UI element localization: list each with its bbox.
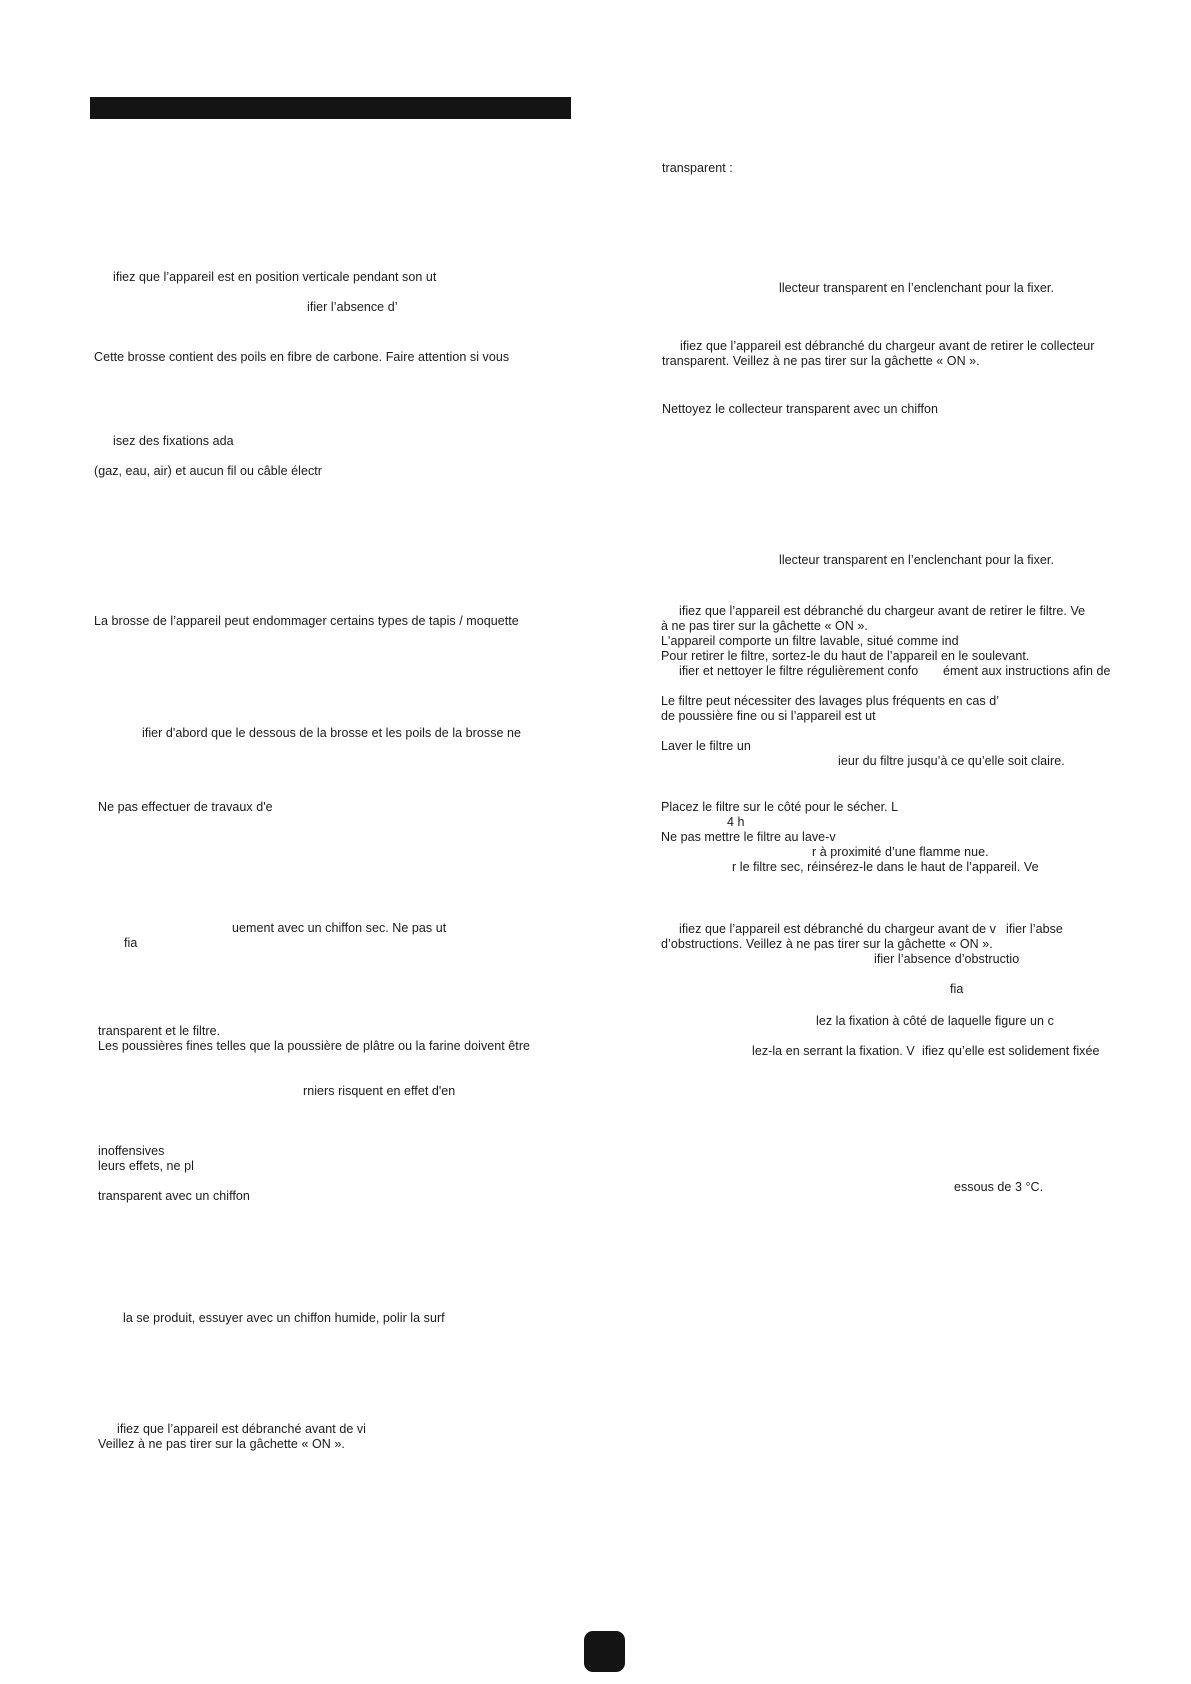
right-line-21: r le filtre sec, réinsérez-le dans le haut de l’appareil. Ve [732,860,1039,874]
right-line-29: ifiez qu’elle est solidement fixée [922,1044,1100,1058]
left-line-3: Cette brosse contient des poils en fibre de carbone. Faire attention si vous [94,350,510,364]
right-line-16: ieur du filtre jusqu’à ce qu’elle soit claire. [838,754,1065,768]
left-line-18: ifiez que l’appareil est débranché avant de vi [117,1422,366,1436]
left-line-1: ifiez que l’appareil est en position verticale pendant son ut [113,270,437,284]
right-line-28: lez-la en serrant la fixation. V [752,1044,915,1058]
right-line-27: lez la fixation à côté de laquelle figure un c [816,1014,1054,1028]
left-line-19: Veillez à ne pas tirer sur la gâchette « ON ». [98,1437,345,1451]
right-line-17: Placez le filtre sur le côté pour le sécher. L [661,800,899,814]
left-line-12: Les poussières fines telles que la poussière de plâtre ou la farine doivent être [98,1039,531,1053]
right-line-23: ifier l’abse [1006,922,1063,936]
left-line-10: fia [124,936,138,950]
left-line-8: Ne pas effectuer de travaux d'e [98,800,273,814]
right-line-12: ément aux instructions afin de [943,664,1111,678]
right-line-20: r à proximité d’une flamme nue. [812,845,989,859]
right-line-5: Nettoyez le collecteur transparent avec un chiffon [662,402,939,416]
section-header-bar [90,97,571,119]
right-line-13: Le filtre peut nécessiter des lavages plus fréquents en cas d’ [661,694,1000,708]
left-line-13: rniers risquent en effet d'en [303,1084,456,1098]
right-line-18: 4 h [727,815,745,829]
left-line-9: uement avec un chiffon sec. Ne pas ut [232,921,447,935]
right-line-22: ifiez que l’appareil est débranché du chargeur avant de v [679,922,996,936]
right-line-7: ifiez que l’appareil est débranché du chargeur avant de retirer le filtre. Ve [679,604,1086,618]
left-line-4: isez des fixations ada [113,434,234,448]
right-line-24: d’obstructions. Veillez à ne pas tirer sur la gâchette « ON ». [661,937,993,951]
left-line-2: ifier l’absence d’ [307,300,398,314]
right-line-2: llecteur transparent en l’enclenchant pour la fixer. [779,281,1054,295]
right-line-1: transparent : [662,161,733,175]
right-line-6: llecteur transparent en l’enclenchant pour la fixer. [779,553,1054,567]
right-line-4: transparent. Veillez à ne pas tirer sur la gâchette « ON ». [662,354,980,368]
left-line-15: leurs effets, ne pl [98,1159,194,1173]
right-line-3: ifiez que l’appareil est débranché du chargeur avant de retirer le collecteur [680,339,1095,353]
left-line-5: (gaz, eau, air) et aucun fil ou câble électr [94,464,323,478]
right-line-10: Pour retirer le filtre, sortez-le du haut de l’appareil en le soulevant. [661,649,1030,663]
left-line-6: La brosse de l’appareil peut endommager certains types de tapis / moquette [94,614,519,628]
right-line-30: essous de 3 °C. [954,1180,1044,1194]
right-line-8: à ne pas tirer sur la gâchette « ON ». [661,619,868,633]
right-line-9: L'appareil comporte un filtre lavable, situé comme ind [661,634,959,648]
right-line-19: Ne pas mettre le filtre au lave-v [661,830,836,844]
right-line-15: Laver le filtre un [661,739,751,753]
right-line-14: de poussière fine ou si l’appareil est ut [661,709,876,723]
left-line-16: transparent avec un chiffon [98,1189,250,1203]
right-line-11: ifier et nettoyer le filtre régulièrement confo [679,664,919,678]
left-line-7: ifier d'abord que le dessous de la brosse et les poils de la brosse ne [142,726,522,740]
right-line-26: fia [950,982,964,996]
right-line-25: ifier l’absence d’obstructio [874,952,1020,966]
left-line-17: la se produit, essuyer avec un chiffon humide, polir la surf [123,1311,445,1325]
left-line-14: inoffensives [98,1144,165,1158]
left-line-11: transparent et le filtre. [98,1024,221,1038]
page-number-badge [584,1631,625,1672]
